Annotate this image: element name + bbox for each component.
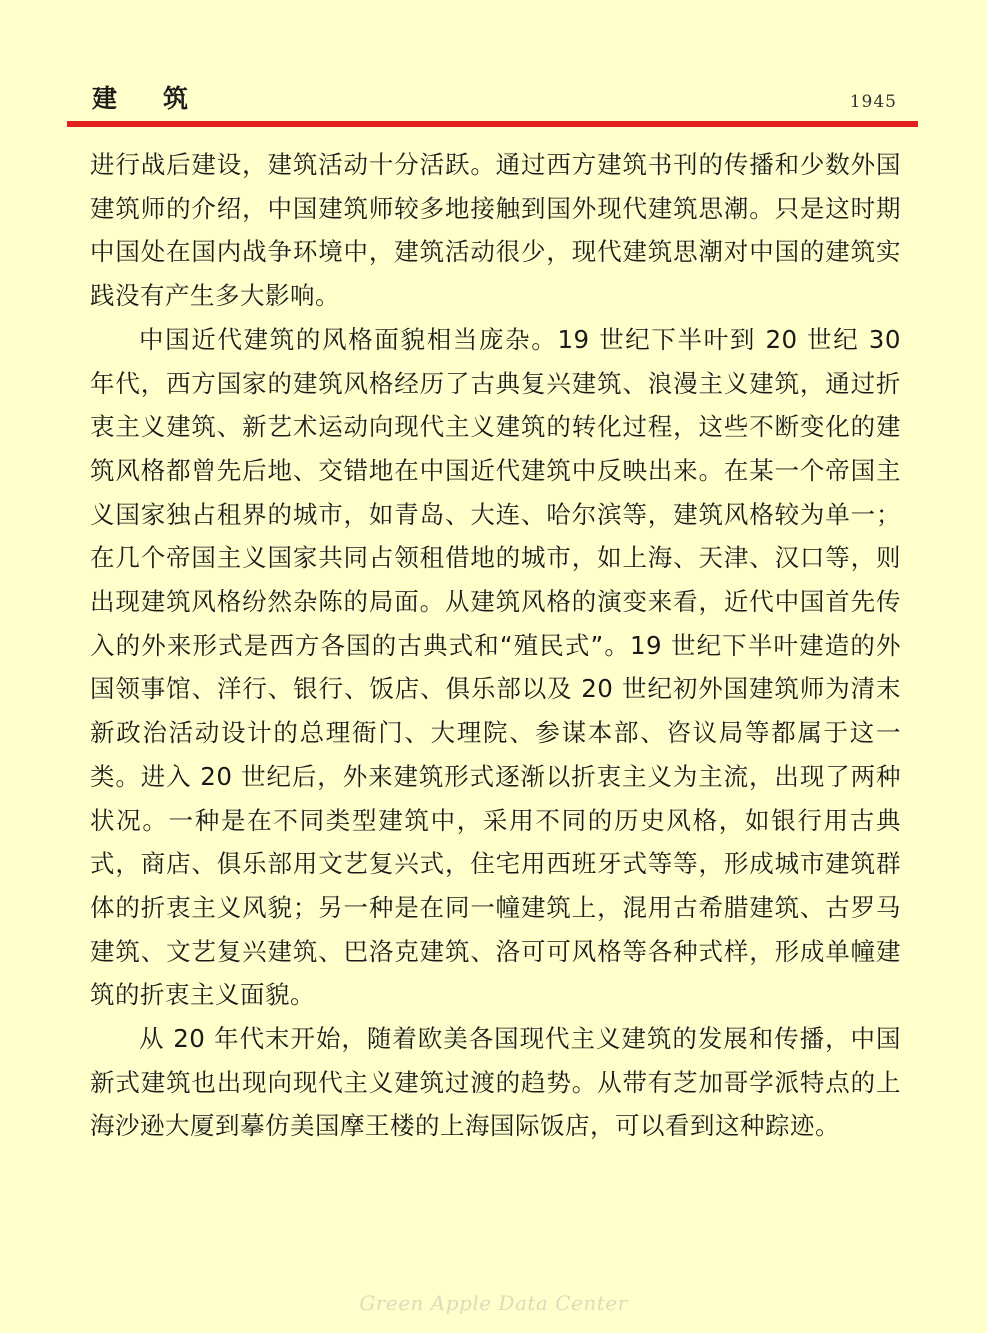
paragraph: 中国近代建筑的风格面貌相当庞杂。19 世纪下半叶到 20 世纪 30 年代，西方国家的建筑风格经历了古典复兴建筑、浪漫主义建筑，通过折衷主义建筑、新艺术运动向现代主义建筑的转化过程，这些不断变化的建筑风格都曾先后地、交错地在中国近代建筑中反映出来。在某一个帝国主义国家独占租界的城市，如青岛、大连、哈尔滨等，建筑风格较为单一；在几个帝国主义国家共同占领租借地的城市，如上海、天津、汉口等，则出现建筑风格纷然杂陈的局面。从建筑风格的演变来看，近代中国首先传入的外来形式是西方各国的古典式和“殖民式”。19 世纪下半叶建造的外国领事馆、洋行、银行、饭店、俱乐部以及 20 世纪初外国建筑师为清末新政治活动设计的总理衙门、大理院、参谋本部、咨议局等都属于这一类。进入 20 世纪后，外来建筑形式逐渐以折衷主义为主流，出现了两种状况。一种是在不同类型建筑中，采用不同的历史风格，如银行用古典式，商店、俱乐部用文艺复兴式，住宅用西班牙式等等，形成城市建筑群体的折衷主义风貌；另一种是在同一幢建筑上，混用古希腊建筑、古罗马建筑、文艺复兴建筑、巴洛克建筑、洛可可风格等各种式样，形成单幢建筑的折衷主义面貌。 [90, 324, 901, 1010]
page-number: 1945 [849, 92, 897, 112]
body-text [90, 143, 901, 1148]
paragraph-continued: 进行战后建设，建筑活动十分活跃。通过西方建筑书刊的传播和少数外国建筑师的介绍，中国建筑师较多地接触到国外现代建筑思潮。只是这时期中国处在国内战争环境中，建筑活动很少，现代建筑思潮对中国的建筑实践没有产生多大影响。 [90, 150, 901, 311]
header-rule [67, 121, 918, 127]
running-head-title: 建筑 [92, 84, 235, 113]
watermark: Green Apple Data Center [359, 1291, 628, 1315]
page-header [90, 84, 897, 118]
paragraph: 从 20 年代末开始，随着欧美各国现代主义建筑的发展和传播，中国新式建筑也出现向现代主义建筑过渡的趋势。从带有芝加哥学派特点的上海沙逊大厦到摹仿美国摩王楼的上海国际饭店，可以看到这种踪迹。 [90, 1024, 901, 1141]
